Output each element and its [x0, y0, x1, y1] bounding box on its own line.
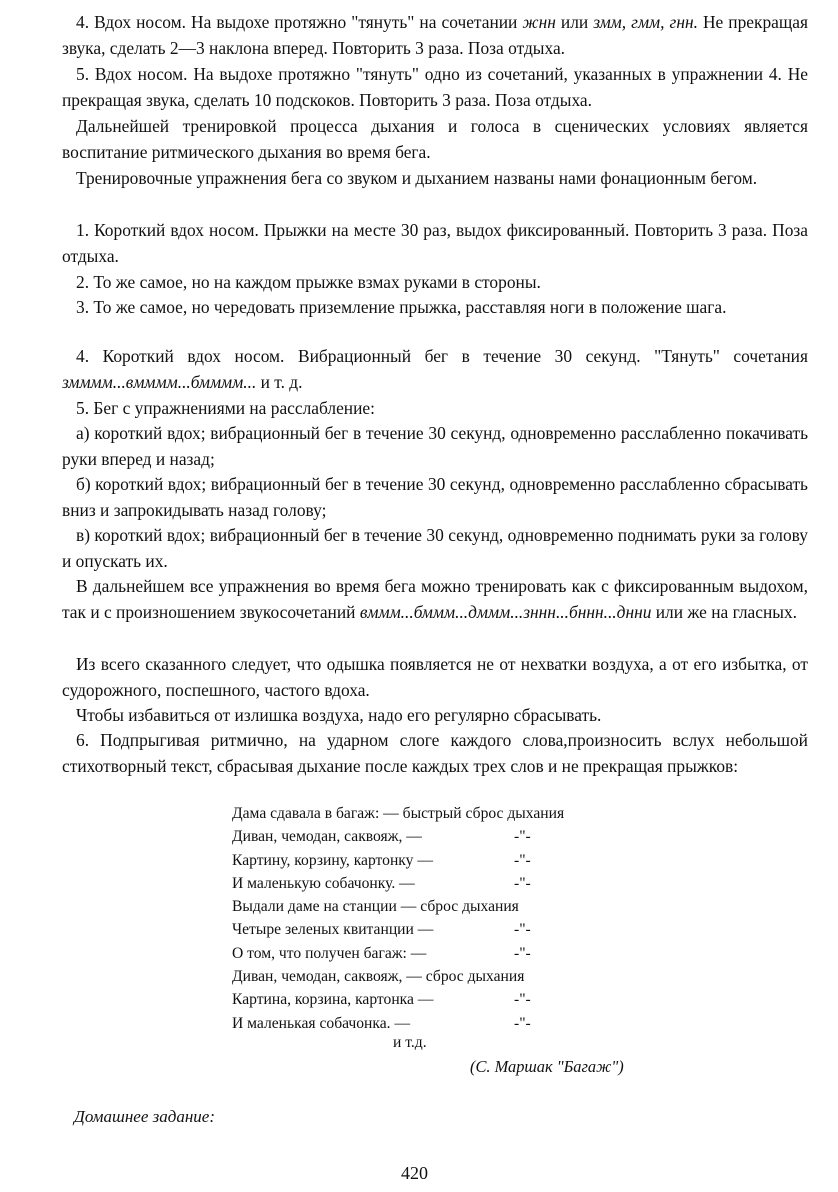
ditto-mark: -"- [514, 1014, 531, 1032]
italic-run: вммм...бммм...дммм...зннн...бннн...днни [359, 602, 652, 622]
text-run: Из всего сказанного следует, что одышка появляется не от нехватки воздуха, а от его избытка, от судорожного, поспешного, частого вдоха. [62, 654, 808, 700]
paragraph-12 [62, 522, 808, 574]
poem-line [232, 825, 652, 848]
text-run: 4. Короткий вдох носом. Вибрационный бег в течение 30 секунд. "Тянуть" сочетания [76, 346, 808, 366]
text-run: 5. Бег с упражнениями на расслабление: [76, 398, 375, 418]
paragraph-1 [62, 9, 808, 61]
page-number: 420 [401, 1163, 428, 1183]
poem-line [232, 965, 652, 988]
text-run: 3. То же самое, но чередовать приземление прыжка, расставляя ноги в положение шага. [76, 297, 727, 317]
paragraph-8 [62, 343, 808, 395]
etc-note: и т.д. [393, 1034, 427, 1051]
poem-line [232, 895, 652, 918]
paragraph-9 [62, 395, 808, 421]
ditto-mark: -"- [514, 944, 531, 962]
poem-line [232, 942, 652, 965]
paragraph-10 [62, 420, 808, 472]
paragraph-15 [62, 702, 808, 728]
text-run: и т. д. [256, 372, 303, 392]
poem-line-text: Картина, корзина, картонка — [232, 991, 434, 1009]
text-run: 5. Вдох носом. На выдохе протяжно "тянуть" одно из сочетаний, указанных в упражнении 4. Не прекращая звука, сделать 10 подскоков. Повторить 3 раза. Поза отдыха. [62, 64, 808, 110]
text-run: 6. Подпрыгивая ритмично, на ударном слоге каждого слова,произносить вслух небольшой стихотворный текст, сбрасывая дыхание после каждых трех слов и не прекращая прыжков: [62, 730, 808, 776]
paragraph-2 [62, 61, 808, 113]
italic-run: жнн [522, 12, 556, 32]
paragraph-4 [62, 165, 808, 191]
poem-line-text: И маленькая собачонка. — [232, 1014, 411, 1032]
poem-line-text: Выдали даме на станции — сброс дыхания [232, 898, 519, 916]
text-run: б) короткий вдох; вибрационный бег в течение 30 секунд, одновременно расслабленно сбрасывать вниз и запрокидывать назад голову; [62, 474, 808, 520]
poem-attribution: (С. Маршак "Багаж") [470, 1057, 624, 1076]
paragraph-16 [62, 727, 808, 779]
paragraph-11 [62, 471, 808, 523]
text-run: в) короткий вдох; вибрационный бег в течение 30 секунд, одновременно поднимать руки за голову и опускать их. [62, 525, 808, 571]
text-run: Дальнейшей тренировкой процесса дыхания и голоса в сценических условиях является воспитание ритмического дыхания во время бега. [62, 116, 808, 162]
italic-run: змммм...вмммм...бмммм... [62, 372, 257, 392]
paragraph-7 [62, 294, 808, 320]
paragraph-5 [62, 217, 808, 269]
poem-line [232, 872, 652, 895]
text-run: 2. То же самое, но на каждом прыжке взмах руками в стороны. [76, 272, 541, 292]
text-run: 1. Короткий вдох носом. Прыжки на месте 30 раз, выдох фиксированный. Повторить 3 раза. Поза отдыха. [62, 220, 808, 266]
text-run: Тренировочные упражнения бега со звуком и дыханием названы нами фонационным бегом. [76, 168, 758, 188]
poem-line [232, 918, 652, 941]
poem-line-text: О том, что получен багаж: — [232, 944, 427, 962]
text-run: В дальнейшем все упражнения во время бега можно тренировать как с фиксированным выдохом, так и с произношением звукосочетаний [62, 576, 808, 622]
paragraph-13 [62, 573, 808, 625]
poem-line-text: Диван, чемодан, саквояж, — [232, 828, 422, 846]
poem-line-text: Четыре зеленых квитанции — [232, 921, 434, 939]
poem-line-text: Дама сдавала в багаж: — быстрый сброс дыхания [232, 805, 565, 822]
poem-line [232, 849, 652, 872]
poem-block [232, 802, 652, 1035]
poem-line [232, 988, 652, 1011]
poem-line [232, 802, 652, 825]
text-run: или же на гласных. [651, 602, 798, 622]
text-run: или [555, 12, 594, 32]
ditto-mark: -"- [514, 874, 531, 892]
ditto-mark: -"- [514, 921, 531, 939]
text-run: Не прекращая звука, сделать 2—3 наклона вперед. Повторить 3 раза. Поза отдыха. [62, 12, 808, 58]
ditto-mark: -"- [514, 828, 531, 846]
paragraph-3 [62, 113, 808, 165]
paragraph-14 [62, 651, 808, 703]
poem-line [232, 1012, 652, 1035]
homework-heading: Домашнее задание: [74, 1107, 215, 1126]
ditto-mark: -"- [514, 991, 531, 1009]
poem-line-text: Диван, чемодан, саквояж, — сброс дыхания [232, 968, 525, 986]
text-run: Чтобы избавиться от излишка воздуха, надо его регулярно сбрасывать. [76, 705, 602, 725]
italic-run: змм, гмм, гнн. [593, 12, 698, 32]
poem-line-text: Картину, корзину, картонку — [232, 851, 433, 869]
text-run: а) короткий вдох; вибрационный бег в течение 30 секунд, одновременно расслабленно покачивать руки вперед и назад; [62, 423, 808, 469]
ditto-mark: -"- [514, 851, 531, 869]
text-run: 4. Вдох носом. На выдохе протяжно "тянуть" на сочетании [76, 12, 523, 32]
poem-line-text: И маленькую собачонку. — [232, 874, 415, 892]
paragraph-6 [62, 269, 808, 295]
